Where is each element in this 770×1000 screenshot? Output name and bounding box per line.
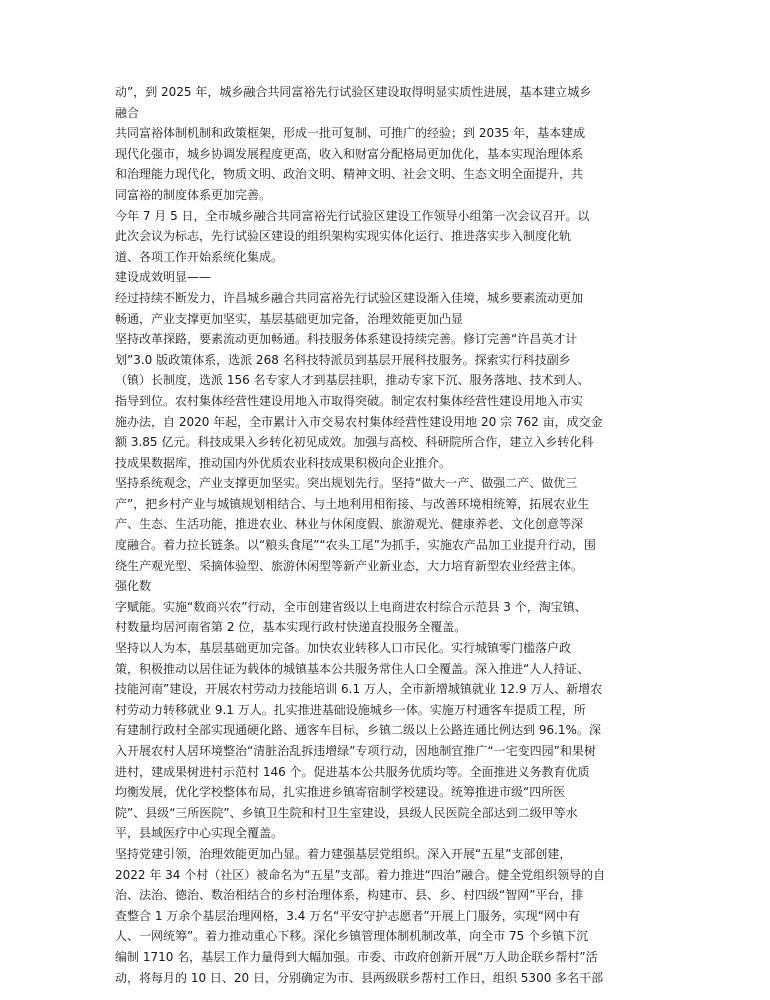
text-line: 经过持续不断发力，许昌城乡融合共同富裕先行试验区建设渐入佳境，城乡要素流动更加 (115, 290, 584, 305)
text-line: 强化数 (115, 579, 152, 594)
text-line: 度融合。着力拉长链条。以“粮头食尾”“农头工尾”为抓手，实施农产品加工业提升行动，围 (115, 538, 596, 553)
text-line: 2022 年 34 个村（社区）被命名为“五星”支部。着力推进“四治”融合。健全党组织领导的自 (115, 867, 606, 882)
text-line: 施办法，自 2020 年起，全市累计入市交易农村集体经营性建设用地 20 宗 762 亩，成交金 (115, 414, 603, 429)
text-line: 技能河南”建设，开展农村劳动力技能培训 6.1 万人，全市新增城镇就业 12.9 万人、新增农 (115, 682, 603, 697)
text-line: 进村，建成果树进村示范村 146 个。促进基本公共服务优质均等。全面推进义务教育优质 (115, 764, 590, 779)
text-line: 和治理能力现代化，物质文明、政治文明、精神文明、社会文明、生态文明全面提升，共 (115, 167, 584, 182)
text-line: 动”，到 2025 年，城乡融合共同富裕先行试验区建设取得明显实质性进展，基本建立城乡 (115, 85, 592, 99)
text-line: 指导到位。农村集体经营性建设用地入市取得突破。制定农村集体经营性建设用地入市实 (115, 393, 584, 408)
text-line: 字赋能。实施“数商兴农”行动，全市创建省级以上电商进农村综合示范县 3 个，淘宝镇、 (115, 599, 587, 614)
text-line: 道、各项工作开始系统化集成。 (115, 249, 284, 264)
text-line: 产、生态、生活功能，推进农业、林业与休闲度假、旅游观光、健康养老、文化创意等深 (115, 517, 584, 532)
text-line: 入开展农村人居环境整治“清脏治乱拆违增绿”专项行动，因地制宜推广“一宅变四园”和果树 (115, 744, 596, 758)
text-line: 技成果数据库，推动国内外优质农业科技成果积极向企业推介。 (115, 455, 452, 470)
text-line: 划”3.0 版政策体系，选派 268 名科技特派员到基层开展科技服务。探索实行科技副乡 (115, 352, 571, 367)
text-line: 均衡发展，优化学校整体布局，扎实推进乡镇寄宿制学校建设。统筹推进市级“四所医 (115, 785, 566, 800)
text-line: 村劳动力转移就业 9.1 万人。扎实推进基础设施城乡一体。实施万村通客车提质工程，所 (115, 702, 586, 717)
text-line: 治、法治、德治、数治相结合的乡村治理体系，构建市、县、乡、村四级“智网”平台，排 (115, 888, 584, 903)
text-line: 建设成效明显—— (115, 270, 212, 285)
text-line: 平，县域医疗中心实现全覆盖。 (115, 826, 284, 841)
text-line: 今年 7 月 5 日，全市城乡融合共同富裕先行试验区建设工作领导小组第一次会议召开。以 (115, 208, 590, 223)
text-line: 人、一网统筹”。着力推动重心下移。深化乡镇管理体制机制改革，向全市 75 个乡镇下沉 (115, 929, 589, 944)
text-line: 策，积极推动以居住证为载体的城镇基本公共服务常住人口全覆盖。深入推进“人人持证、 (115, 661, 590, 676)
text-line: 坚持以人为本，基层基础更加完备。加快农业转移人口市民化。实行城镇零门槛落户政 (115, 641, 572, 656)
text-line: （镇）长制度，选派 156 名专家人才到基层挂职，推动专家下沉、服务落地、技术到人、 (115, 373, 590, 388)
text-line: 融合 (115, 105, 140, 120)
text-line: 同富裕的制度体系更加完善。 (115, 187, 272, 202)
text-line: 动，将每月的 10 日、20 日，分别确定为市、县两级联乡帮村工作日，组织 5300 多名干部 (115, 970, 604, 985)
text-line: 绕生产观光型、采摘体验型、旅游休闲型等新产业新业态，大力培育新型农业经营主体。 (115, 558, 584, 573)
text-line: 坚持党建引领，治理效能更加凸显。着力建强基层党组织。深入开展“五星”支部创建， (115, 846, 572, 861)
document-page (115, 82, 660, 988)
text-line: 畅通，产业支撑更加坚实，基层基础更加完备，治理效能更加凸显 (115, 311, 464, 326)
text-line: 现代化强市，城乡协调发展程度更高，收入和财富分配格局更加优化，基本实现治理体系 (115, 146, 584, 161)
text-line: 共同富裕体制机制和政策框架，形成一批可复制、可推广的经验；到 2035 年，基本建成 (115, 126, 586, 141)
text-line: 坚持系统观念，产业支撑更加坚实。突出规划先行。坚持“做大一产、做强二产、做优三 (115, 476, 578, 491)
text-line: 有建制行政村全部实现通硬化路、通客车目标，乡镇二级以上公路连通比例达到 96.1%。深 (115, 723, 601, 738)
text-line: 村数量均居河南省第 2 位，基本实现行政村快递直投服务全覆盖。 (115, 620, 467, 635)
text-line: 额 3.85 亿元。科技成果入乡转化初见成效。加强与高校、科研院所合作，建立入乡转化科 (115, 435, 594, 450)
text-line: 编制 1710 名，基层工作力量得到大幅加强。市委、市政府创新开展“万人助企联乡帮村”活 (115, 949, 598, 964)
text-line: 查整合 1 万余个基层治理网格，3.4 万名“平安守护志愿者”开展上门服务，实现“网中有 (115, 908, 580, 923)
text-line: 院”、县级“三所医院”、乡镇卫生院和村卫生室建设，县级人民医院全部达到二级甲等水 (115, 805, 578, 820)
text-line: 此次会议为标志，先行试验区建设的组织架构实现实体化运行、推进落实步入制度化轨 (115, 229, 572, 244)
text-line: 坚持改革探路，要素流动更加畅通。科技服务体系建设持续完善。修订完善“许昌英才计 (115, 332, 578, 347)
text-line: 产”，把乡村产业与城镇规划相结合、与土地利用相衔接、与改善环境相统筹，拓展农业生 (115, 496, 590, 511)
